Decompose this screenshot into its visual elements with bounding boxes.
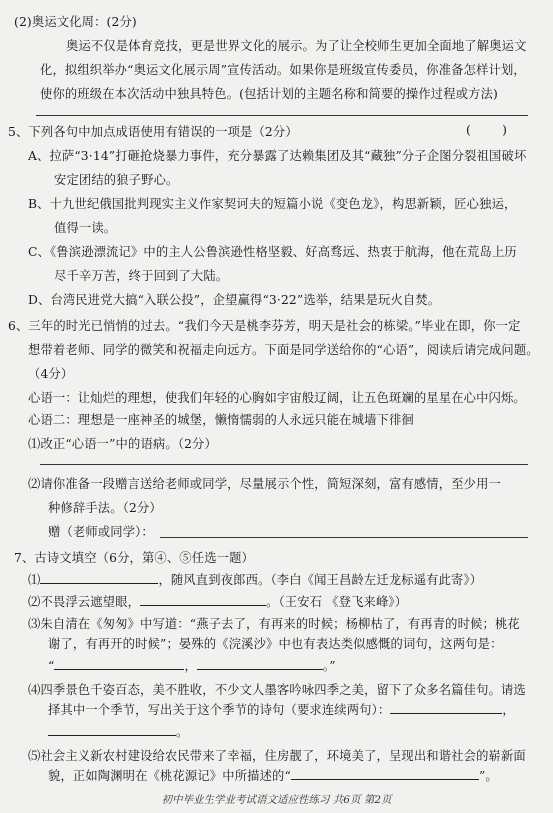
q6-sub1-answer-line[interactable] <box>40 464 528 465</box>
page-footer: 初中毕业生学业考试语文适应性练习 共6页 第2页 <box>161 794 392 806</box>
q7-item-4-line-1: ⑷四季景色千姿百态，美不胜收，不少文人墨客吟咏四季之美，留下了众多名篇佳句。请选 <box>28 683 526 697</box>
q4-2-heading: (2)奥运文化周：(2分) <box>14 15 137 29</box>
q6-sub2-line-2: 种修辞手法。（2分） <box>48 501 162 515</box>
q7-item-1-blank[interactable] <box>40 572 158 584</box>
q7-item-3-quote-open: “ <box>48 659 55 673</box>
q7-item-4-line-3 <box>48 724 188 740</box>
q7-item-5-line-1: ⑸社会主义新农村建设给农民带来了幸福，住房靓了，环境美了，呈现出和谐社会的崭新面 <box>28 749 526 763</box>
q6-line-1: 6、三年的时光已悄悄的过去。“我们今天是桃李芬芳，明天是社会的栋梁。”毕业在即，你一定 <box>8 319 521 333</box>
q7-item-1-prefix: ⑴ <box>28 573 41 587</box>
q7-item-5-blank[interactable] <box>291 768 479 780</box>
q7-item-4-comma: ， <box>502 703 515 717</box>
q7-item-3-blank-2[interactable] <box>197 658 323 670</box>
q6-xinyu-1: 心语一：让灿烂的理想，使我们年轻的心胸如宇宙般辽阔，让五色斑斓的星星在心中闪烁。 <box>28 391 526 405</box>
q7-heading: 7、古诗文填空（6分，第④、⑤任选一题） <box>14 551 254 565</box>
q7-item-3-comma: ， <box>184 659 197 673</box>
q7-item-3-answer <box>48 658 336 674</box>
q4-2-line-3: 使你的班级在本次活动中独具特色。(包括计划的主题名称和简要的操作过程或方法) <box>40 87 498 101</box>
q7-item-2-blank[interactable] <box>140 594 266 606</box>
q7-item-4-line-2 <box>48 702 515 718</box>
q6-line-2: 想带着老师、同学的微笑和祝福走向远方。下面是同学送给你的“心语”，阅读后请完成问题。 <box>28 343 539 357</box>
q7-item-5-text: 貌，正如陶渊明在《桃花源记》中所描述的“ <box>48 769 291 783</box>
q7-item-4-blank-1[interactable] <box>390 702 502 714</box>
q7-item-2 <box>28 594 407 610</box>
q6-sub1: ⑴改正“心语一”中的语病。（2分） <box>28 437 217 451</box>
q7-item-3-quote-close: 。” <box>322 659 336 673</box>
q7-item-1-text: ，随风直到夜郎西。（李白《闻王昌龄左迁龙标遥有此寄》） <box>158 573 483 587</box>
q7-item-4-end: 。 <box>176 725 189 739</box>
q6-xinyu-2: 心语二：理想是一座神圣的城堡，懒惰懦弱的人永远只能在城墙下徘徊 <box>28 413 414 427</box>
q5-answer-paren[interactable]: ( ) <box>466 123 507 137</box>
q5-option-d: D、台湾民进党大搞“入联公投”，企望赢得“3·22”选举，结果是玩火自焚。 <box>28 293 441 307</box>
q5-option-b-line-2: 值得一读。 <box>54 221 117 235</box>
q5-option-b-line-1: B、十九世纪俄国批判现实主义作家契诃夫的短篇小说《变色龙》，构思新颖，匠心独运， <box>28 197 517 211</box>
q6-gift-answer-line[interactable] <box>160 537 528 538</box>
q7-item-2-suffix: 。（王安石 《登飞来峰》） <box>266 595 408 609</box>
q4-2-line-1: 奥运不仅是体育竞技，更是世界文化的展示。为了让全校师生更加全面地了解奥运文 <box>66 39 527 53</box>
q5-stem: 5、下列各句中加点成语使用有错误的一项是（2分） <box>8 125 298 139</box>
q6-sub2-line-1: ⑵请你准备一段赠言送给老师或同学，尽量展示个性，简短深刻，富有感情，至少用一 <box>28 477 501 491</box>
q7-item-4-blank-2[interactable] <box>48 724 176 736</box>
q4-2-answer-line[interactable] <box>36 115 528 116</box>
q7-item-4-text: 择其中一个季节，写出关于这个季节的诗句（要求连续两句）： <box>48 703 391 717</box>
q5-option-c-line-2: 尽千辛万苦，终于回到了大陆。 <box>54 269 229 283</box>
q7-item-2-text: ⑵不畏浮云遮望眼， <box>28 595 141 609</box>
q7-item-5-end: ”。 <box>478 769 498 783</box>
q7-item-1 <box>28 572 482 588</box>
q6-gift-label: 赠（老师或同学）： <box>48 525 154 539</box>
q7-item-5-block <box>48 768 498 784</box>
q4-2-line-2: 化，拟组织举办“奥运文化展示周”宣传活动。如果你是班级宣传委员，你准备怎样计划， <box>40 63 526 77</box>
q5-option-a-line-1: A、拉萨“3·14”打砸抢烧暴力事件，充分暴露了达赖集团及其“藏独”分子企图分裂祖国破坏 <box>28 149 527 163</box>
q7-item-3-line-1: ⑶朱自清在《匆匆》中写道：“燕子去了，有再来的时候；杨柳枯了，有再青的时候；桃花 <box>28 617 520 631</box>
q7-item-3-blank-1[interactable] <box>54 658 184 670</box>
q7-item-3-line-2: 谢了，有再开的时候”；晏殊的《浣溪沙》中也有表达类似感慨的词句，这两句是： <box>48 637 503 651</box>
q6-line-3: （4分） <box>28 367 74 381</box>
q5-option-c-line-1: C、《鲁滨逊漂流记》中的主人公鲁滨逊性格坚毅、好高骛远、热衷于航海，他在荒岛上历 <box>28 245 517 259</box>
q5-option-a-line-2: 安定团结的狼子野心。 <box>54 173 179 187</box>
